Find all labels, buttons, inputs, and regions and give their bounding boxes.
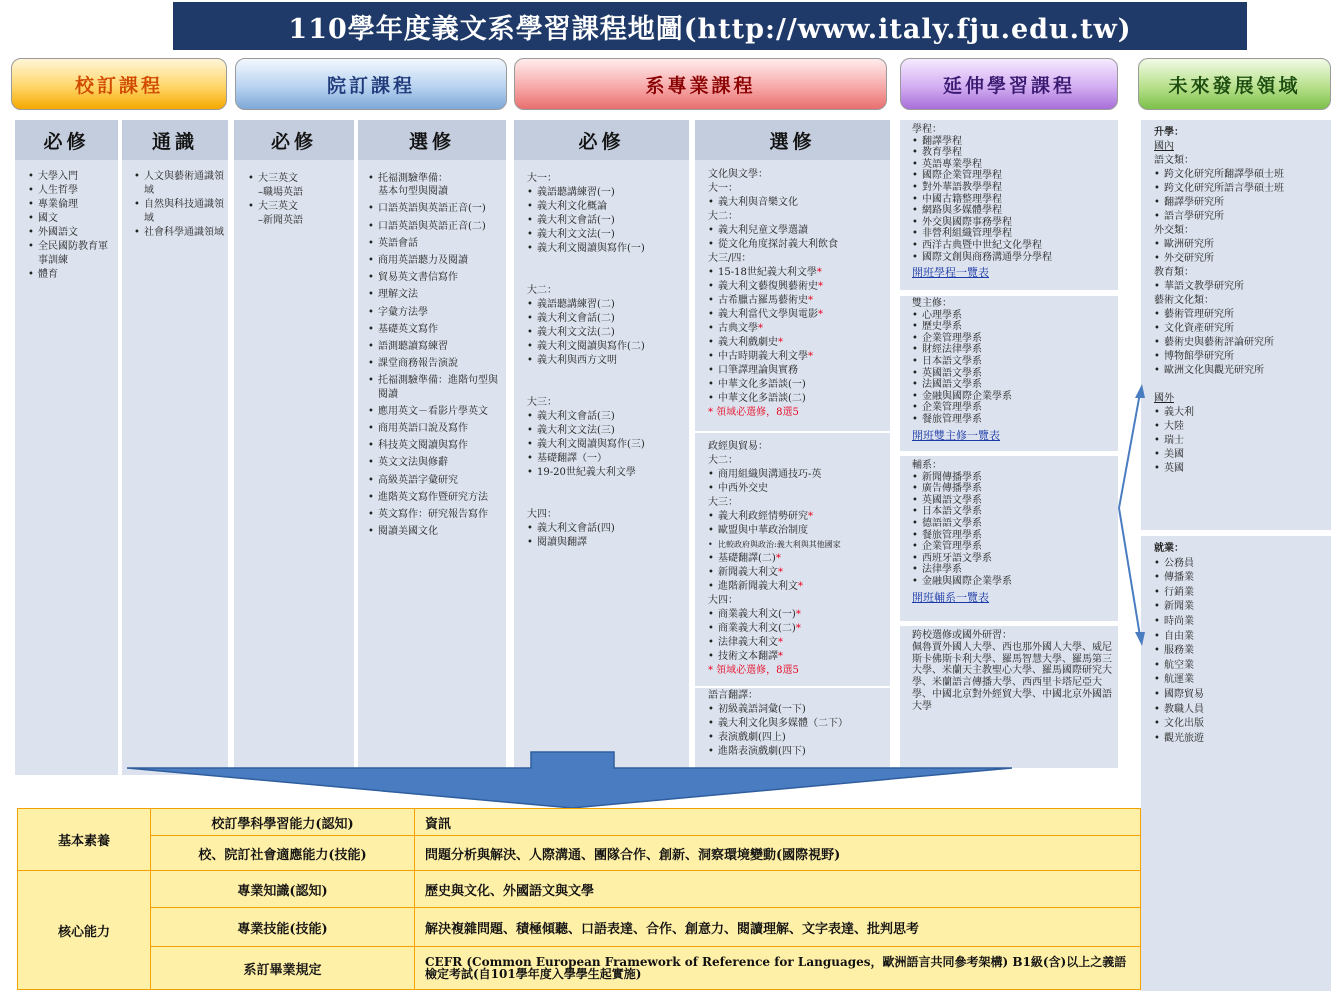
list-item: • 網路與多媒體學程	[912, 205, 1116, 217]
year-label: 大三：	[527, 397, 557, 408]
list-item: • 義大利文化概論	[527, 200, 687, 214]
list-item: • 專業倫理	[28, 198, 116, 212]
page-title: 110學年度義文系學習課程地圖(http://www.italy.fju.edu.tw)	[173, 2, 1247, 50]
outcome-name: 專業技能(技能)	[151, 908, 415, 947]
list-item: • 比較政府與政治:義大利與其他國家	[708, 538, 888, 552]
program-list-link[interactable]: 開班學程一覽表	[912, 266, 989, 280]
list-item: • 中國古籍整理學程	[912, 194, 1116, 206]
year-label: 大三：	[708, 497, 738, 508]
list-item: • 義大利政經情勢研究*	[708, 510, 888, 524]
category-dept: 系專業課程	[514, 58, 887, 110]
list-item: • 口筆譯理論與實務	[708, 364, 888, 378]
list-item: • 人生哲學	[28, 184, 116, 198]
required-star-icon: *	[795, 623, 801, 634]
list-item: • 美國	[1154, 448, 1330, 462]
list-item: • 餐旅管理學系	[912, 530, 1116, 542]
required-star-icon: *	[818, 309, 823, 320]
list-item: • 中古時期義大利文學*	[708, 350, 888, 364]
outcome-value: 問題分析與解決、人際溝通、團隊合作、創新、洞察環境變動(國際視野)	[415, 836, 1141, 871]
required-note: * 領域必選修，8選5	[708, 665, 799, 676]
list-item: • 基礎翻譯(二)*	[708, 552, 888, 566]
list-item: • 商用英語口說及寫作	[368, 422, 502, 435]
list-item: • 義大利與音樂文化	[708, 196, 888, 210]
list-item: • 翻譯學研究所	[1154, 196, 1330, 210]
list-item: • 英文文法與修辭	[368, 456, 502, 469]
list-item: • 中華文化多語談(二)	[708, 392, 888, 406]
list-item: • 義大利文閱讀與寫作(一)	[527, 242, 687, 256]
list-item: • 跨文化研究所語言學碩士班	[1154, 182, 1330, 196]
list-item: • 義大利文閱讀與寫作(三)	[527, 438, 687, 452]
list-item: • 新聞義大利文*	[708, 566, 888, 580]
list-item: • 商用組織與溝通技巧-英	[708, 468, 888, 482]
list-item: • 初級義語詞彙(一下)	[708, 703, 888, 717]
list-item: • 日本語文學系	[912, 506, 1116, 518]
down-arrow-icon	[127, 752, 1012, 808]
list-item: • 企業管理學系	[912, 333, 1116, 345]
list-item: • 應用英文－看影片學英文	[368, 405, 502, 418]
list-item: • 義大利當代文學與電影*	[708, 308, 888, 322]
year-label: 大二：	[708, 455, 738, 466]
list-item: • 閱讀美國文化	[368, 525, 502, 538]
category-label: 藝術文化類：	[1154, 295, 1214, 306]
list-item: • 人文與藝術通識領域	[134, 170, 224, 198]
group-label: 跨校選修或國外研習：	[912, 630, 1012, 641]
list-item: • 義大利文閱讀與寫作(二)	[527, 340, 687, 354]
list-item: • 金融與國際企業學系	[912, 576, 1116, 588]
list-item: • 從文化角度探討義大利飲食	[708, 238, 888, 252]
list-item: • 日本語文學系	[912, 356, 1116, 368]
list-item: • 進階新聞義大利文*	[708, 580, 888, 594]
category-future: 未來發展領域	[1138, 58, 1331, 110]
list-item: • 口語英語與英語正音(一)	[368, 202, 502, 215]
outcome-value: 歷史與文化、外國語文與文學	[415, 871, 1141, 908]
college-required-head: 必修	[234, 120, 354, 160]
list-item: • 15-18世紀義大利文學*	[708, 266, 888, 280]
list-item: • 法律學系	[912, 564, 1116, 576]
list-item: • 歐洲文化與觀光研究所	[1154, 364, 1330, 378]
required-star-icon: *	[795, 609, 801, 620]
list-item: • 藝術管理研究所	[1154, 308, 1330, 322]
list-item: • 中華文化多語談(一)	[708, 378, 888, 392]
list-item: • 進階英文寫作暨研究方法	[368, 491, 502, 504]
list-item: • 社會科學通識領域	[134, 226, 224, 240]
list-item: • 外國語文	[28, 226, 116, 240]
required-note: * 領域必選修，8選5	[708, 407, 799, 418]
list-item: • 財經法律學系	[912, 344, 1116, 356]
list-item: • 傳播業	[1154, 571, 1330, 586]
core-ability-label: 核心能力	[18, 871, 151, 990]
list-item: • 義大利文化與多媒體（二下）	[708, 717, 888, 731]
list-item: • 英語會話	[368, 237, 502, 250]
list-item: • 企業管理學系	[912, 541, 1116, 553]
required-star-icon: *	[808, 295, 813, 306]
list-item: • 國際貿易	[1154, 688, 1330, 703]
required-star-icon: *	[808, 511, 813, 522]
list-item: • 國際文創與商務溝通學分學程	[912, 252, 1116, 264]
list-item: • 瑞士	[1154, 434, 1330, 448]
group-label: 雙主修：	[912, 298, 952, 309]
list-item: • 行銷業	[1154, 586, 1330, 601]
list-item: • 跨文化研究所翻譯學碩士班	[1154, 168, 1330, 182]
list-item: • 體育	[28, 268, 116, 282]
list-item: • 語測聽讀寫練習	[368, 340, 502, 353]
list-item: • 19-20世紀義大利文學	[527, 466, 687, 480]
list-item: • 文化資產研究所	[1154, 322, 1330, 336]
list-item: • 大三英文 –職場英語	[248, 172, 350, 200]
arrowhead-down-icon	[1135, 632, 1145, 646]
school-general-head: 通識	[122, 120, 228, 160]
list-item: • 金融與國際企業學系	[912, 391, 1116, 403]
list-item: • 義大利文文法(三)	[527, 424, 687, 438]
list-item: • 國文	[28, 212, 116, 226]
list-item: • 國際企業管理學程	[912, 170, 1116, 182]
outcome-value: 資訊	[415, 809, 1141, 836]
year-label: 大二：	[708, 211, 738, 222]
outcome-value: 解決複雜問題、積極傾聽、口語表達、合作、創意力、閱讀理解、文字表達、批判思考	[415, 908, 1141, 947]
year-label: 大一：	[527, 173, 557, 184]
outcomes-table	[17, 808, 1141, 990]
list-item: • 字彙方法學	[368, 306, 502, 319]
list-item: • 西洋古典暨中世紀文化學程	[912, 240, 1116, 252]
group-label: 語言翻譯：	[708, 690, 758, 701]
minor-list-link[interactable]: 開班輔系一覽表	[912, 590, 989, 604]
cross-school-text: 佩魯賈外國人大學、西也那外國人大學、威尼斯卡佛斯卡利大學、羅馬智慧大學、羅馬第三大學、米蘭天主教聖心大學、羅馬國際研究大學、米蘭語言傳播大學、西西里卡塔尼亞大學、中國北京對外經貿大學、中國北京外國語大學	[912, 641, 1112, 712]
list-item: • 大陸	[1154, 420, 1330, 434]
year-label: 大一：	[708, 183, 738, 194]
list-item: • 中西外交史	[708, 482, 888, 496]
category-label: 語文類：	[1154, 155, 1194, 166]
list-item: • 貿易英文書信寫作	[368, 271, 502, 284]
list-item: • 博物館學研究所	[1154, 350, 1330, 364]
list-item: • 語言學研究所	[1154, 210, 1330, 224]
list-item: • 義語聽講練習(一)	[527, 186, 687, 200]
required-star-icon: *	[775, 553, 781, 564]
list-item: • 時尚業	[1154, 615, 1330, 630]
list-item: • 英文寫作：研究報告寫作	[368, 508, 502, 521]
list-item: • 高級英語字彙研究	[368, 474, 502, 487]
group-label: 文化與文學：	[708, 169, 768, 180]
list-item: • 口語英語與英語正音(二)	[368, 220, 502, 233]
list-item: • 英國語文學系	[912, 368, 1116, 380]
required-star-icon: *	[818, 281, 823, 292]
category-college: 院訂課程	[235, 58, 507, 110]
year-label: 大二：	[527, 285, 557, 296]
required-star-icon: *	[798, 581, 803, 592]
list-item: • 義大利	[1154, 406, 1330, 420]
list-item: • 歐洲研究所	[1154, 238, 1330, 252]
list-item: • 理解文法	[368, 288, 502, 301]
group-label: 升學：	[1154, 127, 1184, 138]
list-item: • 教職人員	[1154, 703, 1330, 718]
list-item: • 德語語文學系	[912, 518, 1116, 530]
list-item: • 航空業	[1154, 659, 1330, 674]
list-item: • 文化出版	[1154, 717, 1330, 732]
list-item: • 義大利文會話(四)	[527, 522, 687, 536]
category-school: 校訂課程	[11, 58, 227, 110]
required-star-icon: *	[778, 651, 783, 662]
outcome-name: 校、院訂社會適應能力(技能)	[151, 836, 415, 871]
list-item: • 義大利文會話(二)	[527, 312, 687, 326]
list-item: • 服務業	[1154, 644, 1330, 659]
list-item: • 古典文學*	[708, 322, 888, 336]
required-star-icon: *	[778, 337, 783, 348]
category-extension: 延伸學習課程	[900, 58, 1118, 110]
list-item: • 大三英文 –新聞英語	[248, 200, 350, 228]
college-elective-head: 選修	[358, 120, 506, 160]
list-item: • 托福測驗準備： 基本句型與閱讀	[368, 172, 502, 198]
required-star-icon: *	[816, 267, 822, 278]
required-star-icon: *	[808, 351, 813, 362]
list-item: • 對外華語教學學程	[912, 182, 1116, 194]
list-item: • 外交與國際事務學程	[912, 217, 1116, 229]
list-item: • 義大利文藝復興藝術史*	[708, 280, 888, 294]
list-item: • 法律義大利文*	[708, 636, 888, 650]
list-item: • 新聞傳播學系	[912, 472, 1116, 484]
outcome-name: 系訂畢業規定	[151, 947, 415, 990]
outcome-name: 專業知識(認知)	[151, 871, 415, 908]
list-item: • 廣告傳播學系	[912, 483, 1116, 495]
list-item: • 進階表演戲劇(四下)	[708, 745, 888, 759]
list-item: • 英國語文學系	[912, 495, 1116, 507]
list-item: • 英國	[1154, 462, 1330, 476]
list-item: • 科技英文閱讀與寫作	[368, 439, 502, 452]
group-label: 輔系：	[912, 460, 942, 471]
list-item: • 表演戲劇(四上)	[708, 731, 888, 745]
list-item: • 課堂商務報告演說	[368, 357, 502, 370]
list-item: • 華語文教學研究所	[1154, 280, 1330, 294]
list-item: • 古希臘古羅馬藝術史*	[708, 294, 888, 308]
double-major-list-link[interactable]: 開班雙主修一覽表	[912, 428, 1000, 442]
list-item: • 托福測驗準備：進階句型與閱讀	[368, 374, 502, 400]
required-star-icon: *	[778, 567, 783, 578]
list-item: • 餐旅管理學系	[912, 414, 1116, 426]
list-item: • 大學入門	[28, 170, 116, 184]
list-item: • 商業義大利文(一)*	[708, 608, 888, 622]
list-item: • 商業義大利文(二)*	[708, 622, 888, 636]
list-item: • 自然與科技通識領域	[134, 198, 224, 226]
dept-elective-head: 選修	[695, 120, 890, 160]
group-label: 政經與貿易：	[708, 441, 768, 452]
list-item: • 技術文本翻譯*	[708, 650, 888, 664]
list-item: • 義大利兒童文學選讀	[708, 224, 888, 238]
list-item: • 觀光旅遊	[1154, 732, 1330, 747]
list-item: • 義大利文文法(一)	[527, 228, 687, 242]
list-item: • 全民國防教育軍事訓練	[28, 240, 116, 268]
list-item: • 西班牙語文學系	[912, 553, 1116, 565]
list-item: • 心理學系	[912, 310, 1116, 322]
outcome-value: CEFR (Common European Framework of Reference for Languages，歐洲語言共同參考架構) B1級(含)以上之義語檢定考試(自101學年度入學學生起實施)	[415, 947, 1141, 990]
group-label: 就業：	[1154, 543, 1184, 554]
list-item: • 自由業	[1154, 630, 1330, 645]
list-item: • 歐盟與中華政治制度	[708, 524, 888, 538]
list-item: • 義大利文會話(三)	[527, 410, 687, 424]
list-item: • 新聞業	[1154, 600, 1330, 615]
arrow-to-job-icon	[1119, 508, 1140, 636]
list-item: • 基礎英文寫作	[368, 323, 502, 336]
basic-literacy-label: 基本素養	[18, 809, 151, 871]
required-star-icon: *	[758, 323, 763, 334]
group-label: 學程：	[912, 124, 942, 135]
arrowhead-up-icon	[1135, 384, 1145, 398]
list-item: • 商用英語聽力及閱讀	[368, 254, 502, 267]
list-item: • 藝術史與藝術評論研究所	[1154, 336, 1330, 350]
arrow-to-study-icon	[1119, 393, 1140, 508]
dept-required-head: 必修	[514, 120, 689, 160]
list-item: • 翻譯學程	[912, 136, 1116, 148]
list-item: • 公務員	[1154, 557, 1330, 572]
abroad-label: 國外	[1154, 393, 1174, 404]
list-item: • 非營利組織管理學程	[912, 228, 1116, 240]
list-item: • 外交研究所	[1154, 252, 1330, 266]
required-star-icon: *	[778, 637, 783, 648]
outcome-name: 校訂學科學習能力(認知)	[151, 809, 415, 836]
list-item: • 法國語文學系	[912, 379, 1116, 391]
list-item: • 義大利戲劇史*	[708, 336, 888, 350]
category-label: 教育類：	[1154, 267, 1194, 278]
year-label: 大三/四：	[708, 253, 752, 264]
list-item: • 教育學程	[912, 147, 1116, 159]
category-label: 外交類：	[1154, 225, 1194, 236]
list-item: • 航運業	[1154, 673, 1330, 688]
list-item: • 閱讀與翻譯	[527, 536, 687, 550]
domestic-label: 國內	[1154, 141, 1174, 152]
list-item: • 企業管理學系	[912, 402, 1116, 414]
year-label: 大四：	[527, 509, 557, 520]
school-required-head: 必修	[15, 120, 118, 160]
list-item: • 英語專業學程	[912, 159, 1116, 171]
list-item: • 義大利文會話(一)	[527, 214, 687, 228]
list-item: • 義大利與西方文明	[527, 354, 687, 368]
year-label: 大四：	[708, 595, 738, 606]
list-item: • 義大利文文法(二)	[527, 326, 687, 340]
list-item: • 義語聽講練習(二)	[527, 298, 687, 312]
list-item: • 基礎翻譯（一）	[527, 452, 687, 466]
list-item: • 歷史學系	[912, 321, 1116, 333]
